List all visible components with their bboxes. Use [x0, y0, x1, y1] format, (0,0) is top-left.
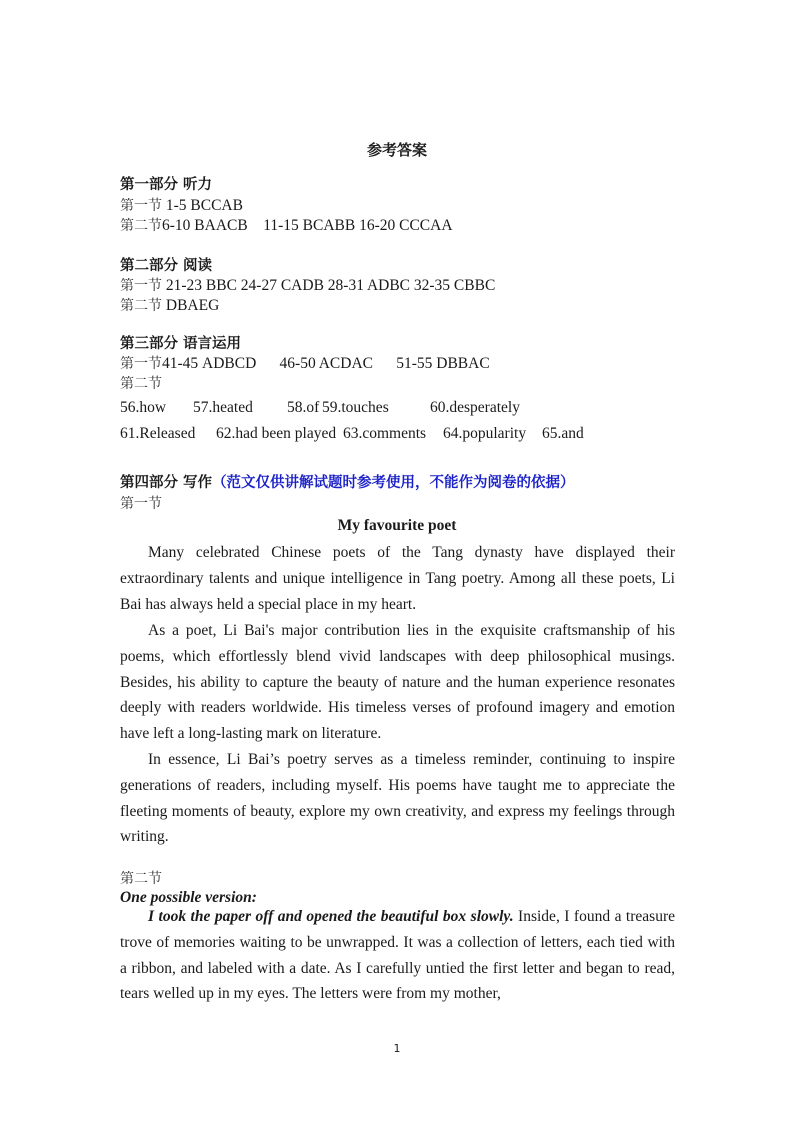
part1-section1 [120, 196, 243, 216]
part3-answers-row2 [120, 424, 582, 444]
section-label: 第二节 [120, 218, 162, 234]
part3-answers-row1 [120, 398, 550, 418]
version-label: One possible version: [120, 889, 257, 906]
part4-section2-label: 第二节 [120, 871, 162, 887]
answer-64: 64.popularity [443, 425, 527, 442]
page-number: 1 [393, 1042, 401, 1055]
answer-57: 57.heated [193, 399, 253, 416]
section-label: 第一节 [120, 278, 162, 294]
part3-heading: 第三部分 语言运用 [120, 336, 242, 352]
essay-paragraph-1 [120, 540, 675, 617]
part1-section2 [120, 216, 453, 236]
answers: 1-5 BCCAB [162, 197, 243, 214]
answer-63: 63.comments [343, 425, 427, 442]
answer-62: 62.had been played [216, 425, 337, 442]
answer-56: 56.how [120, 399, 167, 416]
paragraph-text: Inside, I found a treasure trove of memories waiting to be unwrapped. It was a collection of letters, each tied with a ribbon, and labeled with a date. As I carefully untied the first letter and began to read, tears welled up in my eyes. The letters were from my mother, [120, 908, 675, 1003]
opening-sentence: I took the paper off and opened the beautiful box slowly. [148, 908, 514, 925]
continuation-paragraph [120, 904, 675, 1007]
part2-heading: 第二部分 阅读 [120, 258, 213, 274]
part2-section2 [120, 296, 219, 316]
part4-heading-line [120, 473, 575, 493]
answer-61: 61.Released [120, 425, 196, 442]
paragraph-text: In essence, Li Bai’s poetry serves as a timeless reminder, continuing to inspire generations of readers, including myself. His poems have taught me to appreciate the fleeting moments of beauty, explore my own creativity, and express my feelings through writing. [120, 751, 675, 846]
essay-paragraph-2 [120, 618, 675, 747]
part3-section1 [120, 354, 490, 374]
essay-title: My favourite poet [337, 517, 457, 534]
paragraph-text: As a poet, Li Bai's major contribution lies in the exquisite craftsmanship of his poems, which effortlessly blend vivid landscapes with deep philosophical musings. Besides, his ability to capture the beauty of nature and the human experience resonates deeply with readers worldwide. His timeless verses of profound imagery and emotion have left a long-lasting mark on literature. [120, 622, 675, 743]
section-label: 第一节 [120, 198, 162, 214]
part3-section2-label: 第二节 [120, 376, 162, 392]
part1-heading: 第一部分 听力 [120, 177, 213, 193]
answer-60: 60.desperately [430, 399, 520, 416]
answers: 41-45 ADBCD 46-50 ACDAC 51-55 DBBAC [162, 355, 490, 372]
part4-note: （范文仅供讲解试题时参考使用，不能作为阅卷的依据） [212, 475, 575, 491]
part2-section1 [120, 276, 495, 296]
essay-paragraph-3 [120, 747, 675, 850]
section-label: 第二节 [120, 298, 162, 314]
answers: 21-23 BBC 24-27 CADB 28-31 ADBC 32-35 CBBC [162, 277, 496, 294]
part4-section1-label: 第一节 [120, 496, 162, 512]
paragraph-text: Many celebrated Chinese poets of the Tang dynasty have displayed their extraordinary talents and unique intelligence in Tang poetry. Among all these poets, Li Bai has always held a special place in my heart. [120, 544, 675, 613]
part4-heading: 第四部分 写作 [120, 475, 213, 491]
answer-59: 59.touches [322, 399, 389, 416]
answers: DBAEG [162, 297, 220, 314]
answer-58: 58.of [287, 399, 320, 416]
answer-65: 65.and [542, 425, 584, 442]
answers: 6-10 BAACB 11-15 BCABB 16-20 CCCAA [162, 217, 453, 234]
section-label: 第一节 [120, 356, 162, 372]
page-title: 参考答案 [366, 141, 427, 159]
